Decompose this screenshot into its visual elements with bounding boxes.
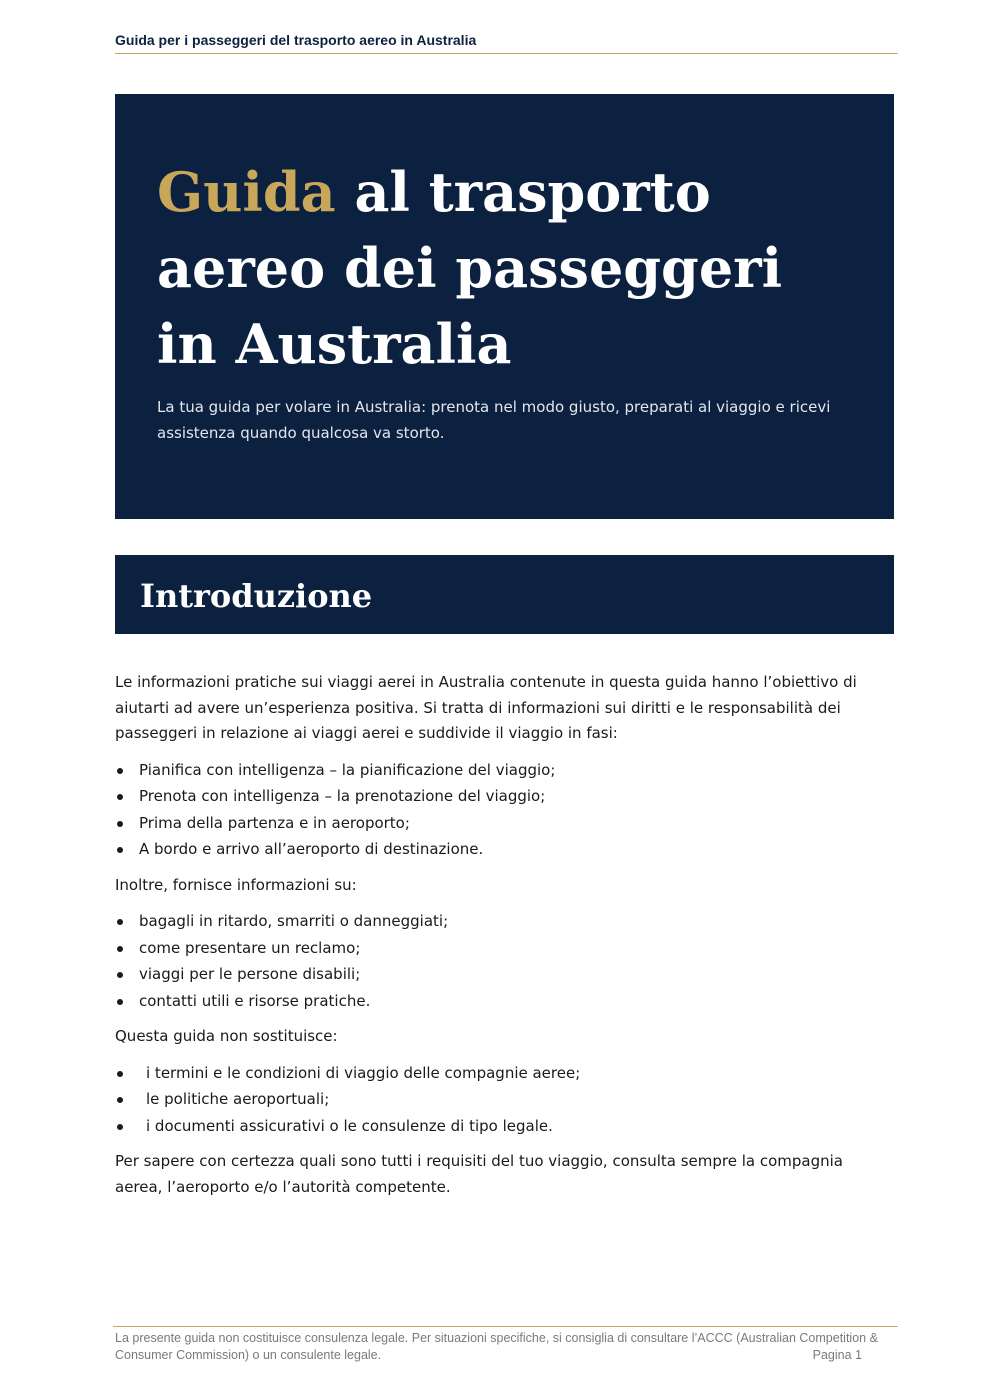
list-item: Prima della partenza e in aeroporto; [115,810,895,837]
body-content [115,670,895,1210]
topics-list [115,908,895,1014]
document-subtitle: La tua guida per volare in Australia: prenota nel modo giusto, preparati al viaggio e ricevi assistenza quando qualcosa va storto. [157,398,831,442]
list-item: viaggi per le persone disabili; [115,961,895,988]
list-item: i termini e le condizioni di viaggio delle compagnie aeree; [115,1060,895,1087]
list-item: Prenota con intelligenza – la prenotazione del viaggio; [115,783,895,810]
list-item: A bordo e arrivo all’aeroporto di destinazione. [115,836,895,863]
list-item: bagagli in ritardo, smarriti o danneggiati; [115,908,895,935]
list-item: le politiche aeroportuali; [115,1086,895,1113]
list-item: i documenti assicurativi o le consulenze di tipo legale. [115,1113,895,1140]
list-item: Pianifica con intelligenza – la pianificazione del viaggio; [115,757,895,784]
list-item: come presentare un reclamo; [115,935,895,962]
list-item: contatti utili e risorse pratiche. [115,988,895,1015]
page-number: Pagina 1 [812,1348,862,1362]
title-accent-word: Guida [157,160,336,224]
footer-disclaimer: La presente guida non costituisce consulenza legale. Per situazioni specifiche, si consiglia di consultare l’ACCC (Australian Competition & Consumer Commission) o un consulente legale. [115,1331,878,1362]
phases-list [115,757,895,863]
not-replace-list [115,1060,895,1140]
running-title: Guida per i passeggeri del trasporto aereo in Australia [115,32,477,48]
page-footer [113,1326,898,1364]
title-rest: al trasporto aereo dei passeggeri in Australia [157,160,783,376]
document-title [157,154,857,382]
intro-paragraph: Le informazioni pratiche sui viaggi aerei in Australia contenute in questa guida hanno l’obiettivo di aiutarti ad avere un’esperienza positiva. Si tratta di informazioni sui diritti e le responsabilità dei passeggeri in relazione ai viaggi aerei e suddivide il viaggio in fasi: [115,673,857,742]
section-header-band [115,555,894,634]
also-intro-paragraph: Inoltre, fornisce informazioni su: [115,875,357,894]
page-header [115,30,898,54]
hero-banner [115,94,894,519]
section-title: Introduzione [140,577,373,615]
not-replace-intro-paragraph: Questa guida non sostituisce: [115,1027,338,1045]
closing-paragraph: Per sapere con certezza quali sono tutti i requisiti del tuo viaggio, consulta sempre la compagnia aerea, l’aeroporto e/o l’autorità competente. [115,1152,843,1196]
